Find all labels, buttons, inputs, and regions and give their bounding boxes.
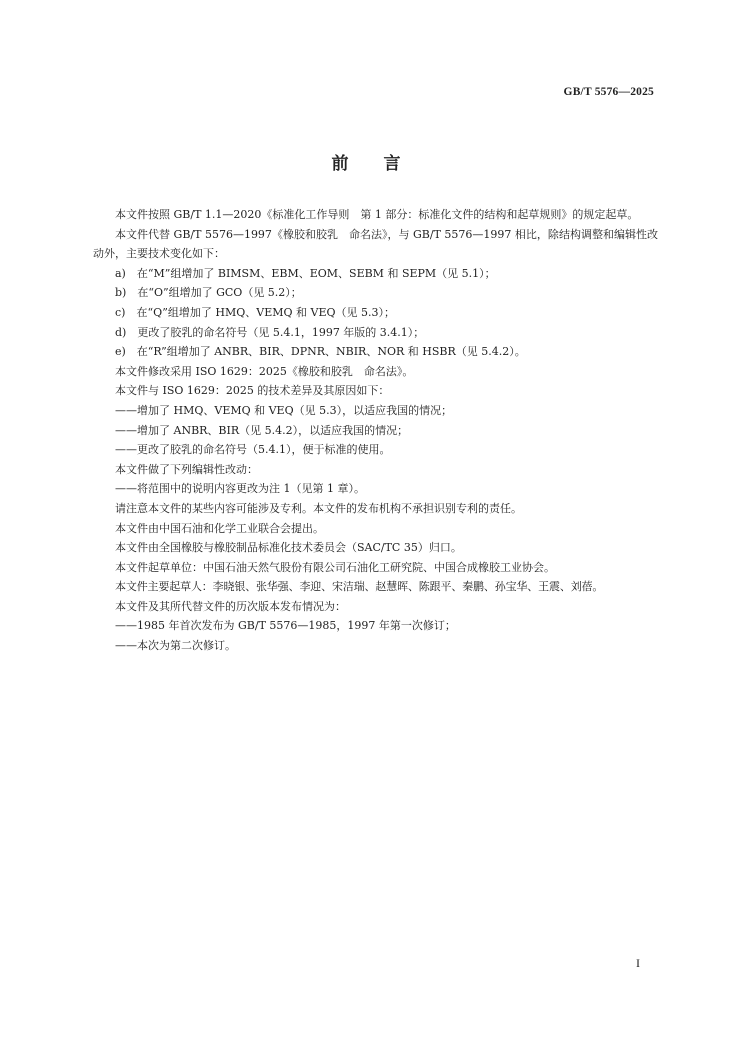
standard-code: GB/T 5576—2025	[563, 86, 654, 98]
paragraph-proposed-by: 本文件由中国石油和化学工业联合会提出。	[115, 521, 324, 535]
change-item-c: c) 在“Q”组增加了 HMQ、VEMQ 和 VEQ（见 5.3）；	[115, 305, 396, 319]
page-number: I	[636, 956, 640, 970]
change-item-a: a) 在“M”组增加了 BIMSM、EBM、EOM、SEBM 和 SEPM（见 5.1）；	[115, 266, 496, 280]
change-item-e: e) 在“R”组增加了 ANBR、BIR、DPNR、NBIR、NOR 和 HSBR（见 5.4.2）。	[115, 345, 526, 359]
paragraph-iso-adoption: 本文件修改采用 ISO 1629：2025《橡胶和胶乳 命名法》。	[115, 364, 414, 378]
title-char-2: 言	[383, 154, 402, 174]
history-item-1: ——1985 年首次发布为 GB/T 5576—1985，1997 年第一次修订；	[115, 619, 456, 633]
paragraph-technical-committee: 本文件由全国橡胶与橡胶制品标准化技术委员会（SAC/TC 35）归口。	[115, 541, 462, 555]
paragraph-drafters: 本文件主要起草人：李晓银、张华强、李迎、宋洁瑞、赵慧晖、陈跟平、秦鹏、孙宝华、王震、刘蓓。	[115, 580, 604, 594]
paragraph-drafting-rules: 本文件按照 GB/T 1.1—2020《标准化工作导则 第 1 部分：标准化文件的结构和起草规则》的规定起草。	[115, 208, 639, 221]
difference-item-3: ——更改了胶乳的命名符号（5.4.1），便于标准的使用。	[115, 443, 391, 457]
change-item-b: b) 在“O”组增加了 GCO（见 5.2）；	[115, 286, 302, 300]
difference-item-1: ——增加了 HMQ、VEMQ 和 VEQ（见 5.3），以适应我国的情况；	[115, 403, 453, 417]
paragraph-version-history: 本文件及其所代替文件的历次版本发布情况为：	[115, 599, 346, 613]
difference-item-2: ——增加了 ANBR、BIR（见 5.4.2），以适应我国的情况；	[115, 423, 409, 437]
change-item-d: d) 更改了胶乳的命名符号（见 5.4.1，1997 年版的 3.4.1）；	[115, 325, 425, 339]
foreword-body	[93, 205, 658, 656]
paragraph-patent-notice: 请注意本文件的某些内容可能涉及专利。本文件的发布机构不承担识别专利的责任。	[115, 501, 522, 515]
paragraph-technical-differences: 本文件与 ISO 1629：2025 的技术差异及其原因如下：	[115, 384, 390, 398]
paragraph-replaces: 本文件代替 GB/T 5576—1997《橡胶和胶乳 命名法》，与 GB/T 5576—1997 相比，除结构调整和编辑性改动外，主要技术变化如下：	[93, 227, 658, 261]
editorial-item-1: ——将范围中的说明内容更改为注 1（见第 1 章）。	[115, 482, 365, 496]
paragraph-drafting-organizations: 本文件起草单位：中国石油天然气股份有限公司石油化工研究院、中国合成橡胶工业协会。	[115, 560, 555, 574]
history-item-2: ——本次为第二次修订。	[115, 639, 236, 653]
title-char-1: 前	[331, 154, 350, 174]
page-title	[0, 149, 733, 174]
paragraph-editorial-changes: 本文件做了下列编辑性改动：	[115, 462, 258, 476]
